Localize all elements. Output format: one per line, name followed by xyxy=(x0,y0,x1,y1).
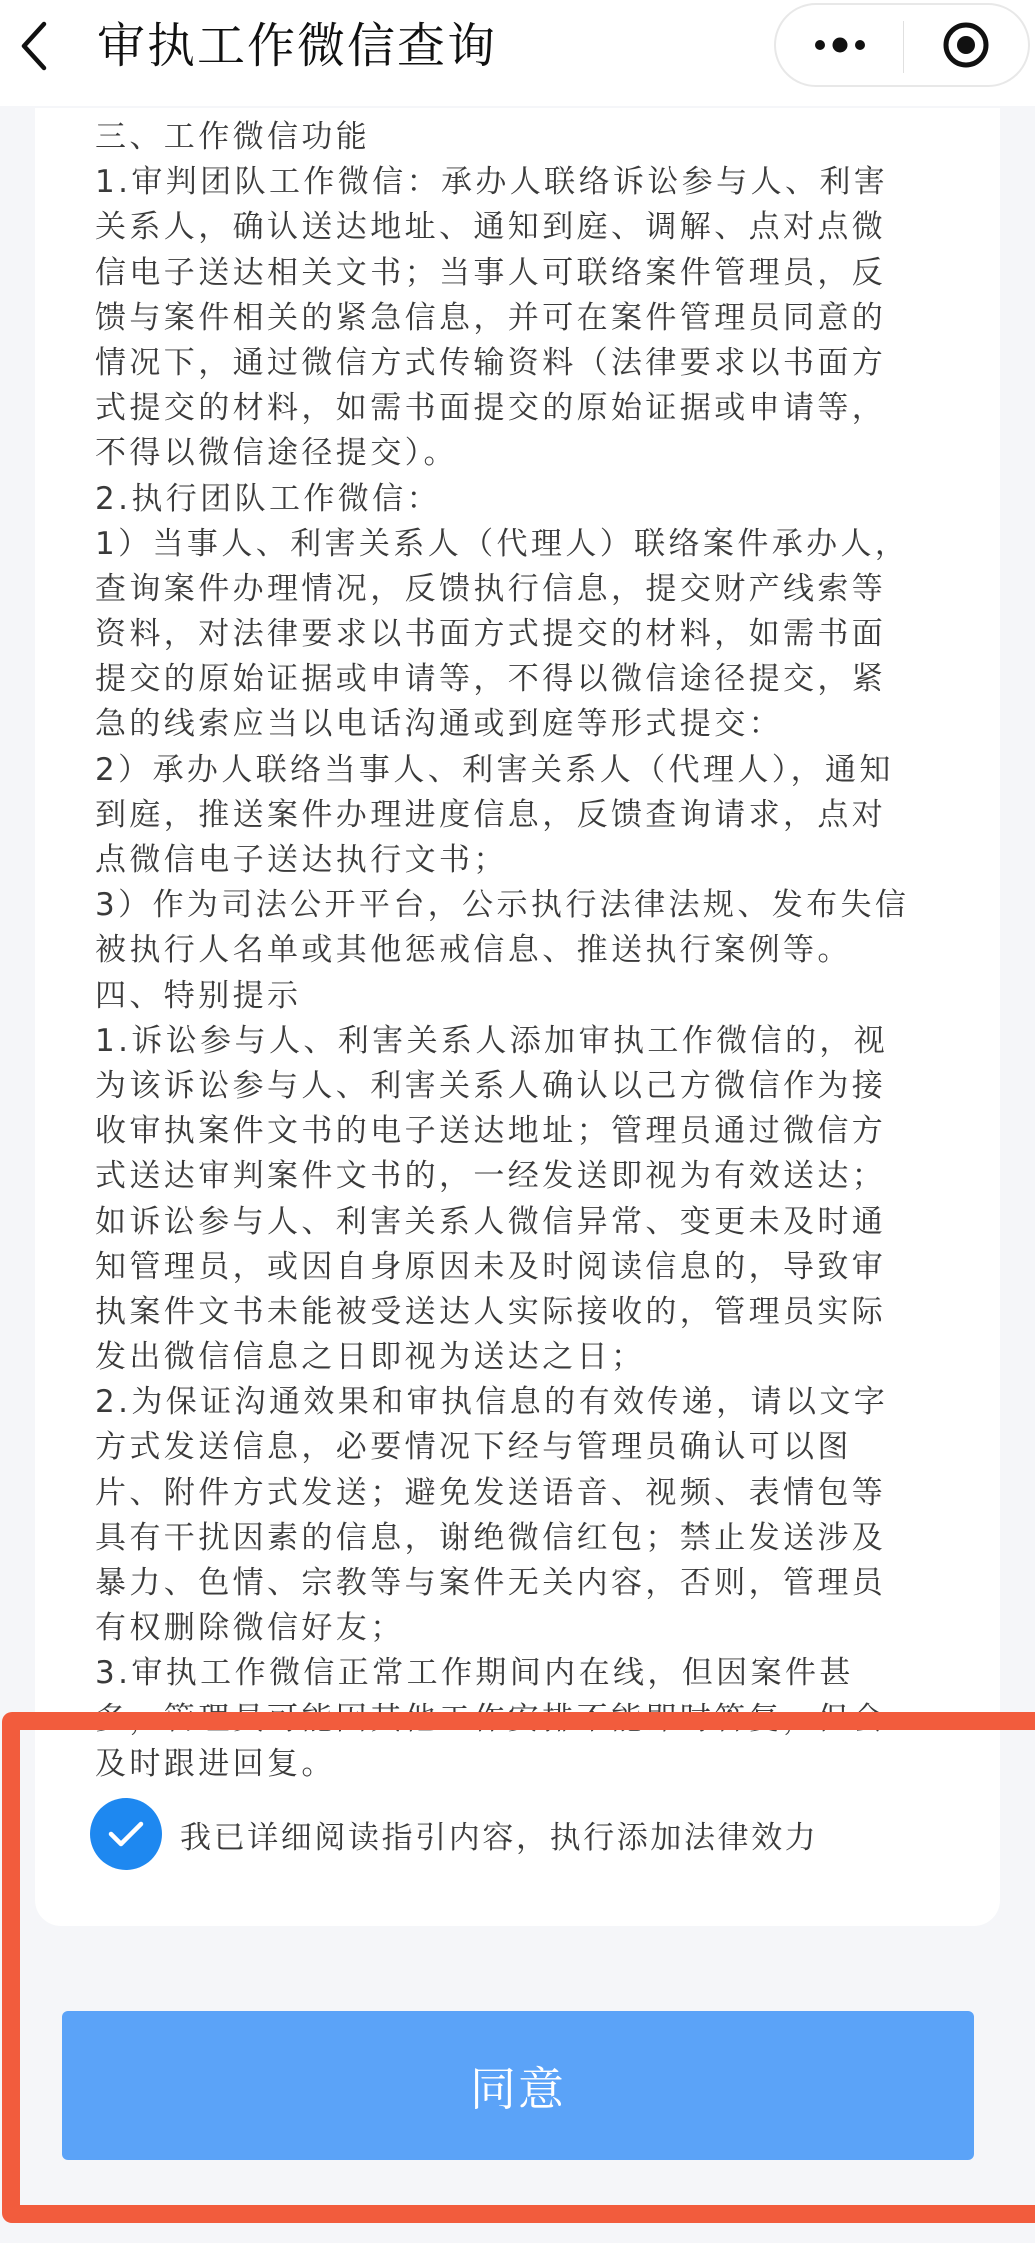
guide-text-line: 3.审执工作微信正常工作期间内在线，但因案件甚 xyxy=(95,1655,854,1692)
guide-text-line: 3）作为司法公开平台，公示执行法律法规、发布失信 xyxy=(95,887,910,924)
guide-text-line: 执案件文书未能被受送达人实际接收的，管理员实际 xyxy=(95,1293,887,1330)
guide-text-line: 收审执案件文书的电子送达地址；管理员通过微信方 xyxy=(95,1113,887,1150)
back-button[interactable] xyxy=(14,18,54,74)
guide-text-line: 暴力、色情、宗教等与案件无关内容，否则，管理员 xyxy=(95,1565,887,1601)
guide-text-line: 到庭，推送案件办理进度信息，反馈查询请求，点对 xyxy=(95,796,887,833)
guide-text-line: 1.审判团队工作微信：承办人联络诉讼参与人、利害 xyxy=(95,164,889,201)
guide-text-line: 为该诉讼参与人、利害关系人确认以己方微信作为接 xyxy=(95,1067,887,1104)
guide-text-line: 2.执行团队工作微信： xyxy=(95,480,441,517)
guide-text-line: 多，管理员可能因其他工作安排不能即时答复，但会 xyxy=(95,1700,887,1737)
guide-text-line: 及时跟进回复。 xyxy=(95,1745,336,1782)
chevron-left-icon xyxy=(14,18,54,74)
guide-text-line: 被执行人名单或其他惩戒信息、推送执行案例等。 xyxy=(95,932,852,969)
navigation-bar xyxy=(0,0,1035,106)
guide-text-line: 资料，对法律要求以书面方式提交的材料，如需书面 xyxy=(95,616,887,653)
guide-text-line: 馈与案件相关的紧急信息，并可在案件管理员同意的 xyxy=(95,299,887,336)
agreement-label: 我已详细阅读指引内容，执行添加法律效力 xyxy=(180,1819,819,1856)
guide-text-line: 四、特别提示 xyxy=(95,977,302,1014)
target-close-icon xyxy=(941,20,991,70)
guide-text-line: 式提交的材料，如需书面提交的原始证据或申请等， xyxy=(95,390,887,427)
guide-text-line: 不得以微信途径提交）。 xyxy=(95,435,458,472)
close-button[interactable] xyxy=(904,5,1028,85)
guide-text-line: 提交的原始证据或申请等，不得以微信途径提交，紧 xyxy=(95,661,887,698)
guide-text-line: 方式发送信息，必要情况下经与管理员确认可以图 xyxy=(95,1429,852,1466)
guide-text-line: 急的线索应当以电话沟通或到庭等形式提交： xyxy=(95,706,783,743)
guide-content xyxy=(95,115,975,1787)
guide-text-line: 三、工作微信功能 xyxy=(95,119,371,155)
guide-text-line: 2.为保证沟通效果和审执信息的有效传递，请以文字 xyxy=(95,1384,889,1421)
guide-text-line: 2）承办人联络当事人、利害关系人（代理人），通知 xyxy=(95,751,894,788)
more-button[interactable] xyxy=(776,5,903,85)
more-dots-icon xyxy=(810,35,870,55)
guide-text-line: 发出微信信息之日即视为送达之日； xyxy=(95,1339,646,1376)
guide-text-line: 知管理员，或因自身原因未及时阅读信息的，导致审 xyxy=(95,1248,887,1285)
guide-text-line: 查询案件办理情况，反馈执行信息，提交财产线索等 xyxy=(95,570,887,607)
guide-text-line: 1）当事人、利害关系人（代理人）联络案件承办人， xyxy=(95,525,910,562)
guide-text-line: 情况下，通过微信方式传输资料（法律要求以书面方 xyxy=(95,344,887,381)
agree-button[interactable]: 同意 xyxy=(62,2011,974,2160)
guide-text-line: 有权删除微信好友； xyxy=(95,1610,405,1647)
mini-program-capsule xyxy=(774,3,1030,87)
guide-text-line: 点微信电子送达执行文书； xyxy=(95,842,508,878)
guide-text-line: 如诉讼参与人、利害关系人微信异常、变更未及时通 xyxy=(95,1203,887,1240)
guide-text-line: 具有干扰因素的信息，谢绝微信红包；禁止发送涉及 xyxy=(95,1519,887,1556)
checkmark-icon xyxy=(106,1819,146,1849)
guide-text-line: 式送达审判案件文书的，一经发送即视为有效送达； xyxy=(95,1158,887,1195)
guide-text-line: 关系人，确认送达地址、通知到庭、调解、点对点微 xyxy=(95,209,887,246)
guide-text-line: 信电子送达相关文书；当事人可联络案件管理员，反 xyxy=(95,254,887,291)
agreement-checkbox-row[interactable] xyxy=(90,1796,818,1872)
agreement-checkbox[interactable] xyxy=(90,1798,162,1870)
page-title: 审执工作微信查询 xyxy=(97,18,498,74)
guide-text-line: 片、附件方式发送；避免发送语音、视频、表情包等 xyxy=(95,1474,887,1511)
guide-text-line: 1.诉讼参与人、利害关系人添加审执工作微信的，视 xyxy=(95,1022,889,1059)
